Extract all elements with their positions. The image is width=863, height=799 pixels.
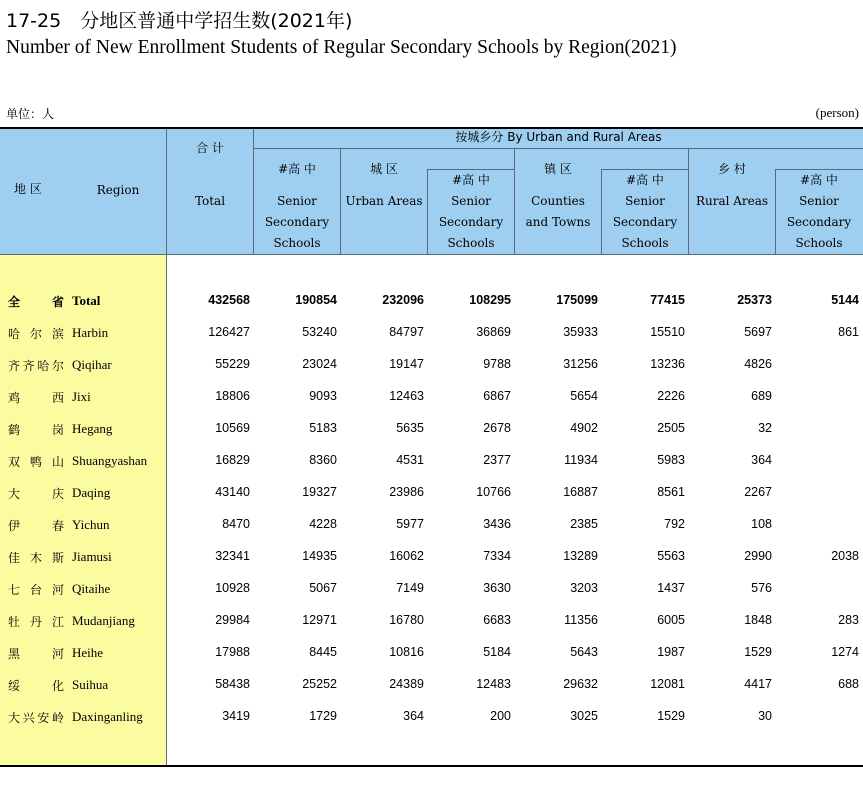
table-cell: 283 bbox=[838, 613, 859, 627]
table-cell: 35933 bbox=[563, 325, 598, 339]
table-cell: 58438 bbox=[215, 677, 250, 691]
table-cell: 10816 bbox=[389, 645, 424, 659]
region-name-cn: 大庆 bbox=[8, 487, 64, 501]
table-cell: 24389 bbox=[389, 677, 424, 691]
region-name-cn: 七台河 bbox=[8, 583, 64, 597]
table-cell: 3419 bbox=[222, 709, 250, 723]
table-row bbox=[0, 643, 863, 665]
header-senior-cn: #高 中 bbox=[626, 173, 664, 187]
header-senior-en: Secondary bbox=[786, 215, 852, 229]
header-rural-cn: 乡 村 bbox=[718, 162, 746, 176]
table-cell: 10928 bbox=[215, 581, 250, 595]
header-senior-en: Schools bbox=[447, 236, 495, 250]
table-cell: 108 bbox=[751, 517, 772, 531]
header-senior-en: Senior bbox=[625, 194, 665, 208]
header-senior-en: Senior bbox=[799, 194, 839, 208]
table-cell: 576 bbox=[751, 581, 772, 595]
table-row bbox=[0, 675, 863, 697]
table-cell: 1987 bbox=[657, 645, 685, 659]
table-cell: 23024 bbox=[302, 357, 337, 371]
table-cell: 6683 bbox=[483, 613, 511, 627]
table-cell: 31256 bbox=[563, 357, 598, 371]
header-senior-en: Secondary bbox=[264, 215, 330, 229]
table-cell: 364 bbox=[751, 453, 772, 467]
table-cell: 688 bbox=[838, 677, 859, 691]
table-cell: 10766 bbox=[476, 485, 511, 499]
table-cell: 53240 bbox=[302, 325, 337, 339]
table-cell: 1729 bbox=[309, 709, 337, 723]
header-bottom-rule bbox=[0, 254, 863, 255]
region-name-en: Hegang bbox=[72, 421, 113, 436]
table-cell: 4902 bbox=[570, 421, 598, 435]
table-row bbox=[0, 483, 863, 505]
table-cell: 15510 bbox=[650, 325, 685, 339]
region-name-cn: 鸡西 bbox=[8, 391, 64, 405]
table-row bbox=[0, 355, 863, 377]
table-cell: 77415 bbox=[650, 293, 685, 307]
unit-label-en: (person) bbox=[815, 105, 859, 120]
table-cell: 861 bbox=[838, 325, 859, 339]
table-cell: 14935 bbox=[302, 549, 337, 563]
table-cell: 36869 bbox=[476, 325, 511, 339]
table-row bbox=[0, 451, 863, 473]
title-cn: 17-25 分地区普通中学招生数(2021年) bbox=[6, 10, 353, 32]
table-cell: 13236 bbox=[650, 357, 685, 371]
header-town-en: and Towns bbox=[525, 215, 591, 229]
table-cell: 5184 bbox=[483, 645, 511, 659]
table-cell: 11356 bbox=[564, 613, 598, 627]
header-senior-en: Schools bbox=[795, 236, 843, 250]
region-name-cn: 全省 bbox=[8, 295, 64, 309]
header-urban-en: Urban Areas bbox=[345, 194, 423, 208]
table-cell: 16829 bbox=[215, 453, 250, 467]
table-cell: 4826 bbox=[744, 357, 772, 371]
table-cell: 55229 bbox=[215, 357, 250, 371]
table-cell: 25373 bbox=[737, 293, 772, 307]
table-cell: 32 bbox=[758, 421, 772, 435]
region-name-en: Heihe bbox=[72, 645, 104, 660]
header-urban-cn: 城 区 bbox=[370, 162, 398, 176]
region-name-en: Qiqihar bbox=[72, 357, 112, 372]
table-cell: 19147 bbox=[389, 357, 424, 371]
table-cell: 17988 bbox=[215, 645, 250, 659]
table-cell: 16887 bbox=[563, 485, 598, 499]
table-cell: 18806 bbox=[215, 389, 250, 403]
region-name-en: Yichun bbox=[72, 517, 110, 532]
table-cell: 1529 bbox=[744, 645, 772, 659]
table-cell: 1848 bbox=[744, 613, 772, 627]
bottom-rule bbox=[0, 765, 863, 767]
table-cell: 29632 bbox=[563, 677, 598, 691]
region-name-cn: 伊春 bbox=[8, 519, 64, 533]
table-cell: 8561 bbox=[657, 485, 685, 499]
region-name-cn: 齐齐哈尔 bbox=[8, 359, 64, 373]
region-name-cn: 哈尔滨 bbox=[8, 327, 64, 341]
table-row bbox=[0, 515, 863, 537]
table-cell: 3436 bbox=[483, 517, 511, 531]
table-cell: 5067 bbox=[309, 581, 337, 595]
table-cell: 84797 bbox=[389, 325, 424, 339]
table-cell: 1437 bbox=[657, 581, 685, 595]
header-senior-cn: #高 中 bbox=[452, 173, 490, 187]
table-cell: 7334 bbox=[483, 549, 511, 563]
table-cell: 2226 bbox=[657, 389, 685, 403]
region-name-cn: 牡丹江 bbox=[8, 615, 64, 629]
table-cell: 5654 bbox=[570, 389, 598, 403]
region-name-en: Suihua bbox=[72, 677, 109, 692]
header-total-en: Total bbox=[194, 194, 226, 208]
table-cell: 8445 bbox=[309, 645, 337, 659]
table-cell: 4531 bbox=[396, 453, 424, 467]
col-divider-region bbox=[166, 129, 167, 765]
table-cell: 43140 bbox=[215, 485, 250, 499]
region-name-cn: 大兴安岭 bbox=[8, 711, 64, 725]
table-cell: 1274 bbox=[831, 645, 859, 659]
table-row bbox=[0, 419, 863, 441]
table-cell: 30 bbox=[758, 709, 772, 723]
header-senior-cn: #高 中 bbox=[800, 173, 838, 187]
table-cell: 2267 bbox=[744, 485, 772, 499]
header-region-cn: 地 区 bbox=[14, 182, 42, 196]
table-cell: 1529 bbox=[657, 709, 685, 723]
table-cell: 2385 bbox=[570, 517, 598, 531]
table-cell: 2678 bbox=[483, 421, 511, 435]
table-cell: 8470 bbox=[222, 517, 250, 531]
table-cell: 200 bbox=[490, 709, 511, 723]
table-cell: 12081 bbox=[650, 677, 685, 691]
region-name-en: Jiamusi bbox=[72, 549, 112, 564]
header-town-en: Counties bbox=[531, 194, 585, 208]
table-cell: 4417 bbox=[744, 677, 772, 691]
table-cell: 29984 bbox=[215, 613, 250, 627]
region-name-cn: 鹤岗 bbox=[8, 423, 64, 437]
table-cell: 5183 bbox=[309, 421, 337, 435]
region-name-en: Total bbox=[72, 293, 101, 308]
header-region-en: Region bbox=[96, 183, 140, 197]
header-senior-en: Secondary bbox=[612, 215, 678, 229]
header-urban-rural: 按城乡分 By Urban and Rural Areas bbox=[455, 130, 662, 144]
header-senior-en: Senior bbox=[277, 194, 317, 208]
table-cell: 126427 bbox=[208, 325, 250, 339]
region-name-cn: 绥化 bbox=[8, 679, 64, 693]
region-name-en: Jixi bbox=[72, 389, 91, 404]
title-en: Number of New Enrollment Students of Regular Secondary Schools by Region(2021) bbox=[6, 37, 677, 58]
table-cell: 2038 bbox=[831, 549, 859, 563]
header-rural-en: Rural Areas bbox=[695, 194, 769, 208]
table-cell: 4228 bbox=[309, 517, 337, 531]
table-cell: 108295 bbox=[469, 293, 511, 307]
table-cell: 5144 bbox=[831, 293, 859, 307]
table-cell: 432568 bbox=[208, 293, 250, 307]
table-cell: 23986 bbox=[389, 485, 424, 499]
header-senior-en: Schools bbox=[273, 236, 321, 250]
table-cell: 2990 bbox=[744, 549, 772, 563]
header-line-1 bbox=[253, 148, 863, 149]
table-cell: 12483 bbox=[476, 677, 511, 691]
header-senior-cn: #高 中 bbox=[278, 162, 316, 176]
region-name-en: Qitaihe bbox=[72, 581, 111, 596]
region-name-en: Harbin bbox=[72, 325, 109, 340]
header-senior-en: Schools bbox=[621, 236, 669, 250]
table-cell: 13289 bbox=[563, 549, 598, 563]
region-name-en: Daxinganling bbox=[72, 709, 143, 724]
table-cell: 8360 bbox=[309, 453, 337, 467]
table-cell: 6867 bbox=[483, 389, 511, 403]
table-cell: 3630 bbox=[483, 581, 511, 595]
region-name-en: Daqing bbox=[72, 485, 111, 500]
table-cell: 19327 bbox=[302, 485, 337, 499]
header-senior-en: Secondary bbox=[438, 215, 504, 229]
table-cell: 190854 bbox=[295, 293, 337, 307]
table-cell: 3203 bbox=[570, 581, 598, 595]
table-row bbox=[0, 611, 863, 633]
region-name-cn: 黑河 bbox=[8, 647, 64, 661]
table-cell: 32341 bbox=[215, 549, 250, 563]
table-cell: 12463 bbox=[389, 389, 424, 403]
region-name-en: Shuangyashan bbox=[72, 453, 148, 468]
table-cell: 5977 bbox=[396, 517, 424, 531]
table-cell: 5635 bbox=[396, 421, 424, 435]
table-cell: 3025 bbox=[570, 709, 598, 723]
table-row bbox=[0, 323, 863, 345]
header-senior-en: Senior bbox=[451, 194, 491, 208]
table-row bbox=[0, 707, 863, 729]
header-town-cn: 镇 区 bbox=[544, 162, 572, 176]
table-cell: 175099 bbox=[556, 293, 598, 307]
table-cell: 2505 bbox=[657, 421, 685, 435]
table-cell: 2377 bbox=[483, 453, 511, 467]
region-name-cn: 佳木斯 bbox=[8, 551, 64, 565]
table-cell: 5697 bbox=[744, 325, 772, 339]
data-table bbox=[0, 127, 863, 767]
table-row bbox=[0, 579, 863, 601]
table-cell: 232096 bbox=[382, 293, 424, 307]
region-name-cn: 双鸭山 bbox=[8, 455, 64, 469]
table-row bbox=[0, 547, 863, 569]
table-cell: 9093 bbox=[309, 389, 337, 403]
table-row-total bbox=[0, 291, 863, 313]
table-cell: 16780 bbox=[389, 613, 424, 627]
table-cell: 364 bbox=[403, 709, 424, 723]
table-cell: 25252 bbox=[302, 677, 337, 691]
table-cell: 10569 bbox=[215, 421, 250, 435]
table-cell: 11934 bbox=[564, 453, 598, 467]
table-cell: 6005 bbox=[657, 613, 685, 627]
table-cell: 7149 bbox=[396, 581, 424, 595]
table-cell: 12971 bbox=[302, 613, 337, 627]
header-total-cn: 合 计 bbox=[196, 141, 224, 155]
table-cell: 16062 bbox=[389, 549, 424, 563]
region-name-en: Mudanjiang bbox=[72, 613, 135, 628]
table-cell: 792 bbox=[664, 517, 685, 531]
table-cell: 5643 bbox=[570, 645, 598, 659]
table-row bbox=[0, 387, 863, 409]
table-cell: 689 bbox=[751, 389, 772, 403]
table-cell: 9788 bbox=[483, 357, 511, 371]
table-cell: 5563 bbox=[657, 549, 685, 563]
table-cell: 5983 bbox=[657, 453, 685, 467]
unit-label-cn: 单位：人 bbox=[6, 107, 55, 121]
